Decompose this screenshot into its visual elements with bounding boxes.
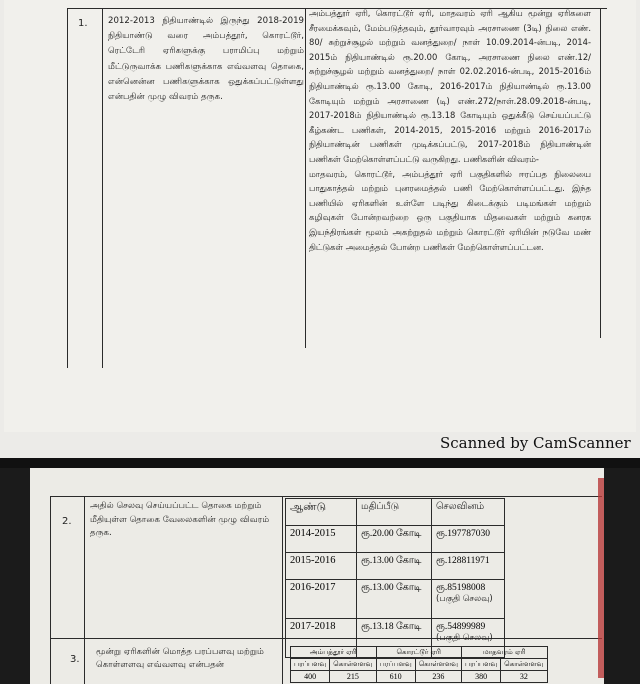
- scan-page-2: [0, 468, 640, 684]
- answer-paragraph: மாதவரம், கொரட்டூர், அம்பத்தூர் ஏரி பகுதிகளில் ஈரப்பத நிலையை பாதுகாத்தல் மற்றும் புனரமைத்தல் பணி மேற்கொள்ளப்பட்டது. இந்த பணியில் ஏரிகளின் உள்ளே படிந்து கிடைக்கும் படிமங்கள் மற்றும் கழிவுகள் போன்றவற்றை ஒரு பகுதியாக மிதவைகள் மற்றும் கனரக இயந்திரங்கள் மூலம் அகற்றுதல் மற்றும் கொரட்டூர் ஏரியின் நடுவே மண் திட்டுகள் அமைத்தல் போன்ற பணிகள் மேற்கொள்ளப்பட்டன.: [309, 168, 591, 252]
- value-cell: 32: [501, 671, 547, 683]
- value-cell: 400: [291, 671, 330, 683]
- spent-value: ரூ.54899989: [436, 622, 486, 632]
- red-edge: [598, 478, 604, 678]
- table-left-border: [67, 8, 68, 368]
- question-text: 2012-2013 நிதியாண்டில் இருந்து 2018-2019 நிதியாண்டு வரை அம்பத்தூர், கொரட்டூர், ரெட்டேரி ஏரிகளுக்கு பராமிப்பு மற்றும் மீட்டுருவாக்க பணிகளுக்காக எவ்வளவு தொகை, என்னென்ன பணிகளுக்காக ஒதுக்கப்பட்டுள்ளது என்பதின் முழு விவரம் தருக.: [108, 16, 304, 103]
- table-row: [286, 553, 505, 580]
- question-text: மூன்று ஏரிகளின் மொத்த பரப்பளவு மற்றும் கொள்ளளவு எவ்வளவு என்பதன்: [96, 647, 264, 670]
- year-cell: 2017-2018: [286, 619, 357, 658]
- spent-cell: [432, 526, 505, 553]
- spent-value: ரூ.128811971: [436, 556, 490, 566]
- spent-cell: [432, 553, 505, 580]
- page-separator: [0, 458, 640, 468]
- table-right-border: [600, 8, 601, 338]
- year-cell: 2016-2017: [286, 580, 357, 619]
- lake-header-row: [291, 647, 548, 659]
- value-cell: 380: [462, 671, 501, 683]
- value-cell: 215: [330, 671, 376, 683]
- camscanner-watermark: Scanned by CamScanner: [440, 434, 631, 452]
- row-number: 1.: [78, 18, 88, 29]
- spent-value: ரூ.85198008: [436, 583, 486, 593]
- row-number: 3.: [70, 654, 80, 665]
- estimate-cell: ரூ.13.18 கோடி: [357, 619, 432, 658]
- column-divider-question: [305, 8, 306, 348]
- expenditure-table: [285, 498, 505, 658]
- estimate-cell: ரூ.13.00 கோடி: [357, 553, 432, 580]
- table-header-row: [286, 499, 505, 526]
- answer-paragraph: அம்பத்தூர் ஏரி, கொரட்டூர் ஏரி, மாதவரம் ஏரி ஆகிய மூன்று ஏரிகளை சீரமைக்கவும், மேம்படுத்தவும், தூர்வாரவும் அரசாணை (3டி) நிலை எண். 80/ சுற்றுச்சூழல் மற்றும் வனத்துறை/ நாள் 10.09.2014-ன்படி, 2014-2015ம் நிதியாண்டில் ரூ.20.00 கோடி, அரசாணை நிலை எண்.12/ சுற்றுச்சூழல் மற்றும் வனத்துறை/ நாள் 02.02.2016-ன்படி, 2015-2016ம் நிதியாண்டில் ரூ.13.00 கோடி, 2016-2017ம் நிதியாண்டில் ரூ.13.00 கோடியும் மற்றும் அரசாணை (டி) எண்.272/நாள்.28.09.2018-ன்படி, 2017-2018ம் நிதியாண்டில் ரூ.13.18 கோடியும் ஒதுக்கீடு செய்யப்பட்டு கீழ்கண்ட பணிகள், 2014-2015, 2015-2016 மற்றும் 2016-2017ம் நிதியாண்டின் பணிகள் முடிக்கப்பட்டு, 2017-2018ம் நிதியாண்டின் பணிகள் மேற்கொள்ளப்பட்டு வருகிறது. பணிகளின் விவரம்-: [309, 8, 591, 164]
- spent-value: ரூ.197787030: [436, 529, 491, 539]
- table-left-border: [50, 496, 51, 684]
- question-text: அதில் செலவு செய்யப்பட்ட தொகை மற்றும் மீதியுள்ள தொகை வேலைகளின் முழு விவரம் தருக.: [90, 501, 270, 538]
- year-cell: 2015-2016: [286, 553, 357, 580]
- spent-cell: [432, 580, 505, 619]
- table-top-border: [50, 496, 602, 497]
- subheader-capacity: கொள்ளளவு: [415, 659, 461, 671]
- estimate-cell: ரூ.20.00 கோடி: [357, 526, 432, 553]
- lake-name: அம்பத்தூர் ஏரி: [291, 647, 377, 659]
- subheader-area: பரப்பளவு: [376, 659, 415, 671]
- subheader-capacity: கொள்ளளவு: [501, 659, 547, 671]
- row-number: 2.: [62, 516, 72, 527]
- table-row: [286, 580, 505, 619]
- subheader-area: பரப்பளவு: [462, 659, 501, 671]
- value-cell: 236: [415, 671, 461, 683]
- subheader-area: பரப்பளவு: [291, 659, 330, 671]
- subheader-capacity: கொள்ளளவு: [330, 659, 376, 671]
- column-divider-number: [84, 496, 85, 684]
- page-sheet: [4, 0, 636, 432]
- answer-text: [309, 6, 591, 254]
- lake-values-row: [291, 671, 548, 683]
- header-estimate: மதிப்பீடு: [357, 499, 432, 526]
- column-divider-number: [102, 8, 103, 368]
- header-year: ஆண்டு: [286, 499, 357, 526]
- header-spent: செலவினம்: [432, 499, 505, 526]
- estimate-cell: ரூ.13.00 கோடி: [357, 580, 432, 619]
- lake-area-table: [290, 646, 548, 683]
- lake-name: கொரட்டூர் ஏரி: [376, 647, 462, 659]
- spent-note: (பகுதி செலவு): [436, 594, 493, 604]
- spent-note: (பகுதி செலவு): [436, 633, 493, 643]
- lake-subheader-row: [291, 659, 548, 671]
- table-row: [286, 526, 505, 553]
- lake-name: மாதவரம் ஏரி: [462, 647, 548, 659]
- value-cell: 610: [376, 671, 415, 683]
- year-cell: 2014-2015: [286, 526, 357, 553]
